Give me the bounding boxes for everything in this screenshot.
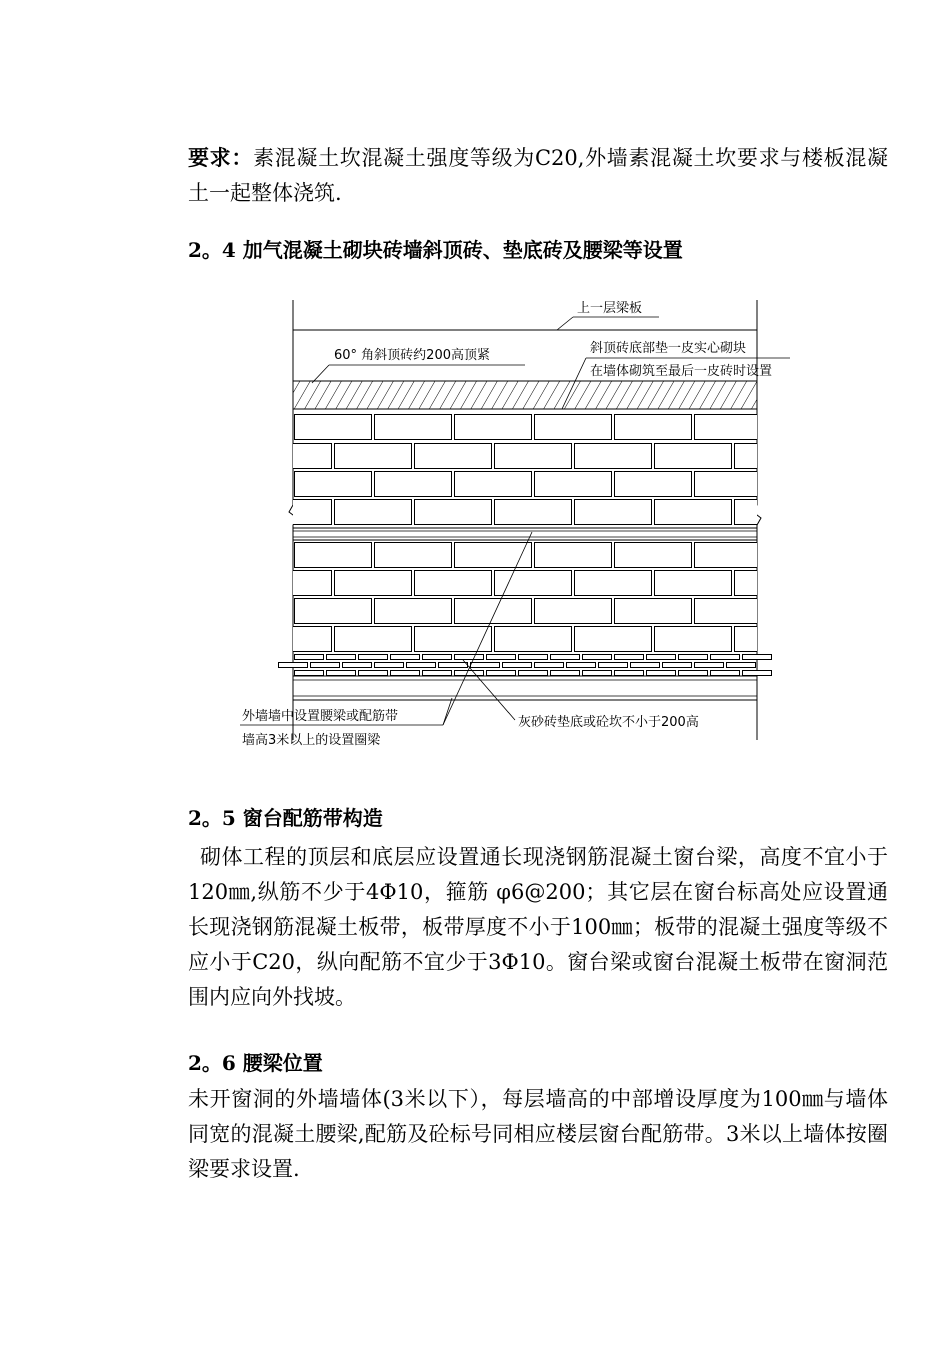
brick	[615, 599, 692, 624]
brick	[327, 671, 356, 676]
brick	[375, 415, 452, 440]
brick	[327, 655, 356, 660]
brick	[415, 500, 492, 525]
brick	[495, 500, 572, 525]
brick	[503, 663, 532, 668]
label-base: 灰砂砖垫底或砼坎不小于200高	[518, 715, 699, 730]
requirement-label: 要求：	[188, 145, 254, 170]
label-angle-brick: 60° 角斜顶砖约200高顶紧	[334, 348, 490, 363]
brick	[375, 599, 452, 624]
brick	[711, 655, 740, 660]
label-solid-block-2: 在墙体砌筑至最后一皮砖时设置	[590, 364, 773, 379]
brick	[519, 671, 548, 676]
section-2-4-title: 2。4 加气混凝土砌块砖墙斜顶砖、垫底砖及腰梁等设置	[188, 238, 683, 262]
upper-brick-courses	[255, 415, 812, 525]
brick	[415, 571, 492, 596]
brick	[415, 627, 492, 652]
brick	[335, 444, 412, 469]
brick	[295, 472, 372, 497]
base-concrete-curb	[293, 676, 757, 700]
brick	[455, 599, 532, 624]
brick	[535, 472, 612, 497]
brick	[455, 472, 532, 497]
brick	[551, 655, 580, 660]
brick	[455, 415, 532, 440]
brick	[695, 472, 772, 497]
brick	[335, 627, 412, 652]
brick	[295, 599, 372, 624]
brick	[735, 571, 812, 596]
brick	[695, 415, 772, 440]
brick	[583, 655, 612, 660]
brick	[295, 543, 372, 568]
brick	[655, 571, 732, 596]
brick	[615, 472, 692, 497]
brick	[575, 571, 652, 596]
brick	[335, 500, 412, 525]
waist-beam-band	[293, 528, 757, 540]
label-waist-beam-1: 外墙墙中设置腰梁或配筋带	[242, 709, 399, 724]
label-top-slab: 上一层梁板	[577, 301, 643, 316]
brick	[575, 627, 652, 652]
brick	[255, 571, 332, 596]
label-waist-beam-2: 墙高3米以上的设置圈梁	[242, 733, 381, 748]
section-2-6-title: 2。6 腰梁位置	[188, 1051, 323, 1075]
brick	[359, 671, 388, 676]
section-2-5-title: 2。5 窗台配筋带构造	[188, 806, 383, 830]
brick	[727, 663, 756, 668]
brick	[735, 500, 812, 525]
brick	[647, 655, 676, 660]
brick	[295, 415, 372, 440]
brick	[471, 663, 500, 668]
section-2-6-body: 未开窗洞的外墙墙体(3米以下），每层墙高的中部增设厚度为100㎜与墙体同宽的混凝土腰梁,配筋及砼标号同相应楼层窗台配筋带。3米以上墙体按圈梁要求设置.	[188, 1087, 888, 1181]
brick	[615, 655, 644, 660]
brick	[655, 444, 732, 469]
brick	[495, 444, 572, 469]
brick	[295, 671, 324, 676]
brick	[455, 671, 484, 676]
brick	[375, 472, 452, 497]
brick	[255, 500, 332, 525]
lower-brick-courses	[255, 543, 812, 652]
brick	[679, 655, 708, 660]
brick	[335, 571, 412, 596]
brick	[735, 627, 812, 652]
brick	[279, 663, 308, 668]
brick	[743, 671, 772, 676]
brick	[439, 663, 468, 668]
brick	[391, 655, 420, 660]
brick	[743, 655, 772, 660]
brick	[535, 599, 612, 624]
brick	[255, 627, 332, 652]
brick	[735, 444, 812, 469]
brick	[375, 663, 404, 668]
brick	[655, 627, 732, 652]
slanted-top-bricks	[293, 381, 757, 409]
brick	[615, 415, 692, 440]
brick	[695, 543, 772, 568]
brick	[695, 663, 724, 668]
brick	[575, 444, 652, 469]
brick	[647, 671, 676, 676]
brick	[663, 663, 692, 668]
leader-waist-beam-base	[443, 698, 452, 725]
brick	[255, 444, 332, 469]
brick	[535, 415, 612, 440]
brick	[495, 627, 572, 652]
brick	[695, 599, 772, 624]
brick	[551, 671, 580, 676]
brick	[295, 655, 324, 660]
brick	[375, 543, 452, 568]
brick	[495, 571, 572, 596]
brick	[423, 655, 452, 660]
brick	[615, 543, 692, 568]
leader-top-slab-diag	[557, 317, 573, 330]
brick	[415, 444, 492, 469]
brick	[679, 671, 708, 676]
requirement-text: 素混凝土坎混凝土强度等级为C20,外墙素混凝土坎要求与楼板混凝土一起整体浇筑.	[188, 146, 889, 205]
brick	[311, 663, 340, 668]
brick	[359, 655, 388, 660]
brick	[487, 655, 516, 660]
brick	[599, 663, 628, 668]
brick	[519, 655, 548, 660]
brick	[391, 671, 420, 676]
brick	[655, 500, 732, 525]
brick	[631, 663, 660, 668]
brick	[343, 663, 372, 668]
solid-block-courses	[279, 655, 772, 676]
label-solid-block-1: 斜顶砖底部垫一皮实心砌块	[590, 341, 747, 356]
brick	[575, 500, 652, 525]
brick	[711, 671, 740, 676]
brick	[535, 543, 612, 568]
brick	[455, 655, 484, 660]
brick	[423, 671, 452, 676]
section-2-5-body: 砌体工程的顶层和底层应设置通长现浇钢筋混凝土窗台梁，高度不宜小于120㎜,纵筋不少于4Φ10，箍筋 φ6@200；其它层在窗台标高处应设置通长现浇钢筋混凝土板带，板带厚度不小于100㎜；板带的混凝土强度等级不应小于C20，纵向配筋不宜少于3Φ10。窗台梁或窗台混凝土板带在窗洞范围内应向外找坡。	[188, 845, 888, 1009]
brick	[615, 671, 644, 676]
brick	[535, 663, 564, 668]
brick	[455, 543, 532, 568]
brick	[407, 663, 436, 668]
leader-angle-brick-diag	[312, 365, 329, 383]
brick	[567, 663, 596, 668]
brick	[583, 671, 612, 676]
brick	[487, 671, 516, 676]
